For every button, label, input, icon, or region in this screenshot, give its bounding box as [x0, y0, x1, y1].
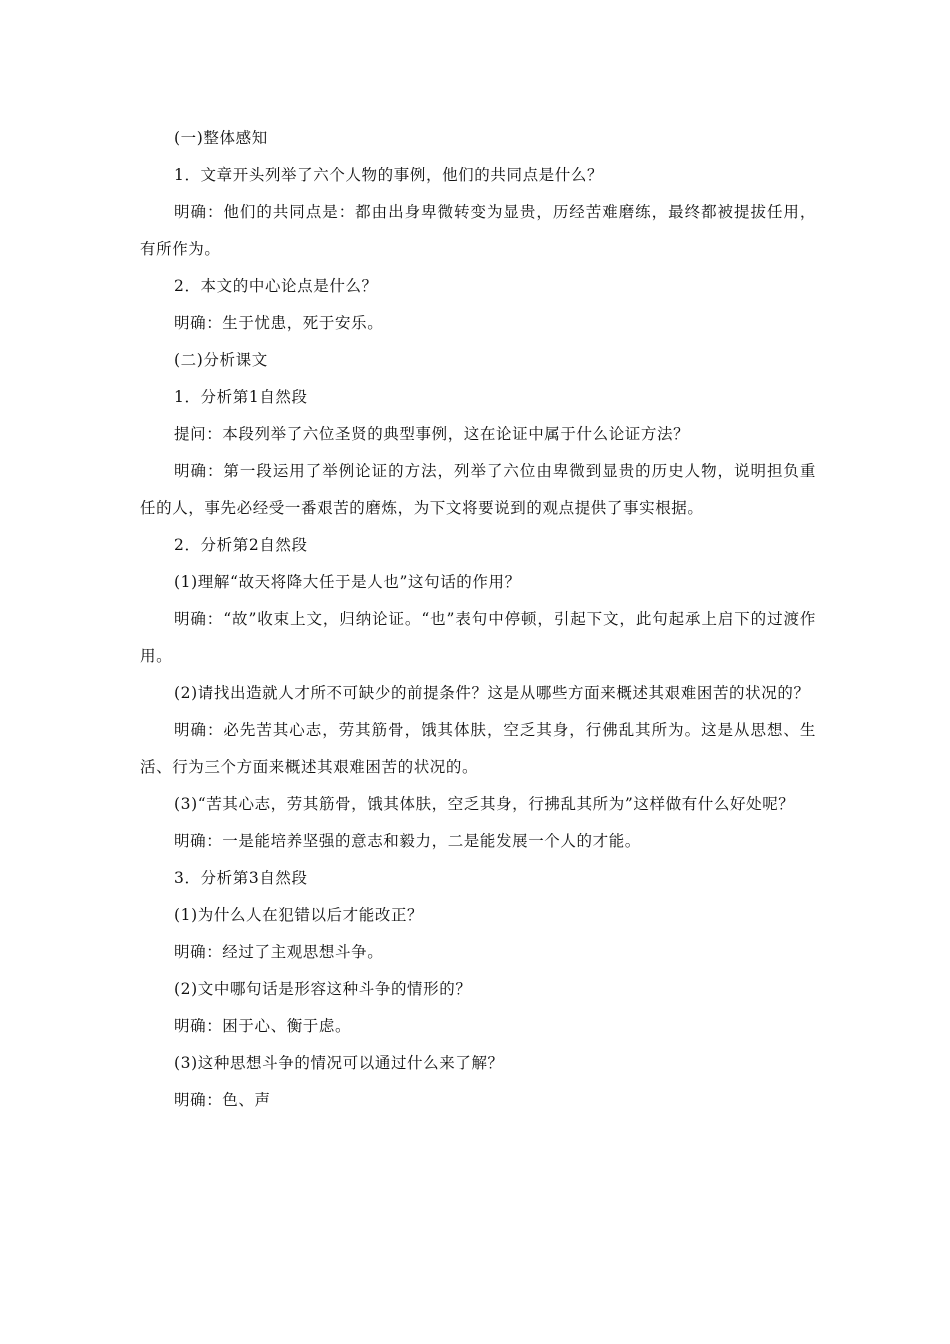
section-heading: (二)分析课文	[174, 351, 268, 369]
document-body	[140, 120, 816, 1119]
subsection-heading: 2．分析第2自然段	[174, 536, 308, 554]
question-paragraph: 1．文章开头列举了六个人物的事例，他们的共同点是什么？	[174, 166, 604, 184]
question-paragraph: (3)这种思想斗争的情况可以通过什么来了解？	[174, 1054, 504, 1072]
answer-paragraph: 明确：生于忧患，死于安乐。	[174, 314, 384, 332]
question-paragraph: (1)理解“故天将降大任于是人也”这句话的作用？	[174, 573, 521, 591]
answer-paragraph: 明确：困于心、衡于虑。	[174, 1017, 352, 1035]
answer-paragraph: 明确：色、声	[174, 1091, 271, 1109]
subsection-heading: 3．分析第3自然段	[174, 869, 308, 887]
answer-paragraph: 明确：他们的共同点是：都由出身卑微转变为显贵，历经苦难磨练，最终都被提拔任用，有所作为。	[140, 203, 816, 258]
question-paragraph: (2)请找出造就人才所不可缺少的前提条件？这是从哪些方面来概述其艰难困苦的状况的？	[174, 684, 810, 702]
subsection-heading: 1．分析第1自然段	[174, 388, 308, 406]
answer-paragraph: 明确：经过了主观思想斗争。	[174, 943, 384, 961]
answer-paragraph: 明确：必先苦其心志，劳其筋骨，饿其体肤，空乏其身，行佛乱其所为。这是从思想、生活、行为三个方面来概述其艰难困苦的状况的。	[140, 721, 816, 776]
answer-paragraph: 明确：“故”收束上文，归纳论证。“也”表句中停顿，引起下文，此句起承上启下的过渡作用。	[140, 610, 816, 665]
question-paragraph: 2．本文的中心论点是什么？	[174, 277, 378, 295]
question-paragraph: (3)“苦其心志，劳其筋骨，饿其体肤，空乏其身，行拂乱其所为”这样做有什么好处呢？	[174, 795, 795, 813]
section-heading: (一)整体感知	[174, 129, 268, 147]
question-paragraph: (2)文中哪句话是形容这种斗争的情形的？	[174, 980, 472, 998]
answer-paragraph: 明确：一是能培养坚强的意志和毅力，二是能发展一个人的才能。	[174, 832, 641, 850]
question-paragraph: (1)为什么人在犯错以后才能改正？	[174, 906, 424, 924]
question-paragraph: 提问：本段列举了六位圣贤的典型事例，这在论证中属于什么论证方法？	[174, 425, 690, 443]
answer-paragraph: 明确：第一段运用了举例论证的方法，列举了六位由卑微到显贵的历史人物，说明担负重任的人，事先必经受一番艰苦的磨炼，为下文将要说到的观点提供了事实根据。	[140, 462, 816, 517]
